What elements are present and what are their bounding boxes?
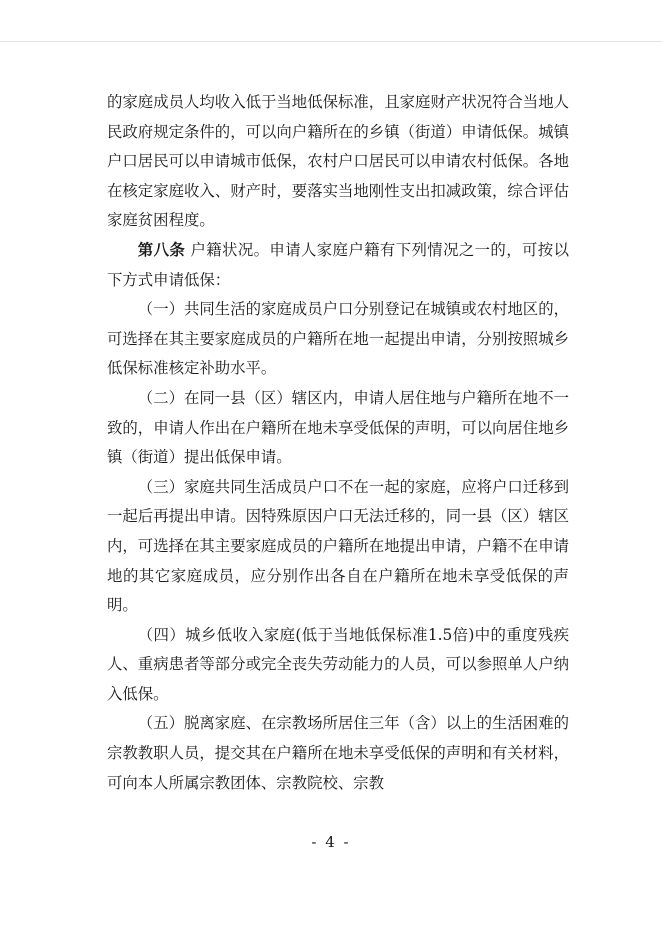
- top-rule: [0, 41, 662, 42]
- paragraph-continuation: [107, 88, 569, 236]
- paragraph-text: （二）在同一县（区）辖区内，申请人居住地与户籍所在地不一致的，申请人作出在户籍所在地未享受低保的声明，可以向居住地乡镇（街道）提出低保申请。: [107, 388, 569, 467]
- paragraph-item-5: [107, 709, 569, 798]
- paragraph-text: （三）家庭共同生活成员户口不在一起的家庭，应将户口迁移到一起后再提出申请。因特殊原因户口无法迁移的，同一县（区）辖区内，可选择在其主要家庭成员的户籍所在地提出申请，户籍不在申请地的其它家庭成员，应分别作出各自在户籍所在地未享受低保的声明。: [107, 477, 569, 615]
- paragraph-text: （五）脱离家庭、在宗教场所居住三年（含）以上的生活困难的宗教教职人员，提交其在户籍所在地未享受低保的声明和有关材料，可向本人所属宗教团体、宗教院校、宗教: [107, 714, 569, 792]
- page-number: - 4 -: [311, 833, 351, 851]
- paragraph-text: 的家庭成员人均收入低于当地低保标准，且家庭财产状况符合当地人民政府规定条件的，可以向户籍所在的乡镇（街道）申请低保。城镇户口居民可以申请城市低保，农村户口居民可以申请农村低保。各地在核定家庭收入、财产时，要落实当地刚性支出扣减政策，综合评估家庭贫困程度。: [107, 93, 569, 230]
- paragraph-text: （一）共同生活的家庭成员户口分别登记在城镇或农村地区的，可选择在其主要家庭成员的户籍所在地一起提出申请，分别按照城乡低保标准核定补助水平。: [107, 300, 569, 378]
- document-body: [107, 88, 569, 798]
- paragraph-text: 户籍状况。申请人家庭户籍有下列情况之一的，可按以下方式申请低保：: [107, 240, 569, 289]
- paragraph-item-4: [107, 621, 569, 710]
- paragraph-text: （四）城乡低收入家庭(低于当地低保标准1.5倍)中的重度残疾人、重病患者等部分或完全丧失劳动能力的人员，可以参照单人户纳入低保。: [107, 625, 569, 703]
- article-number: 第八条: [137, 240, 186, 259]
- paragraph-item-1: [107, 295, 569, 384]
- paragraph-item-3: [107, 473, 569, 621]
- paragraph-article-8: [107, 236, 569, 295]
- paragraph-item-2: [107, 384, 569, 473]
